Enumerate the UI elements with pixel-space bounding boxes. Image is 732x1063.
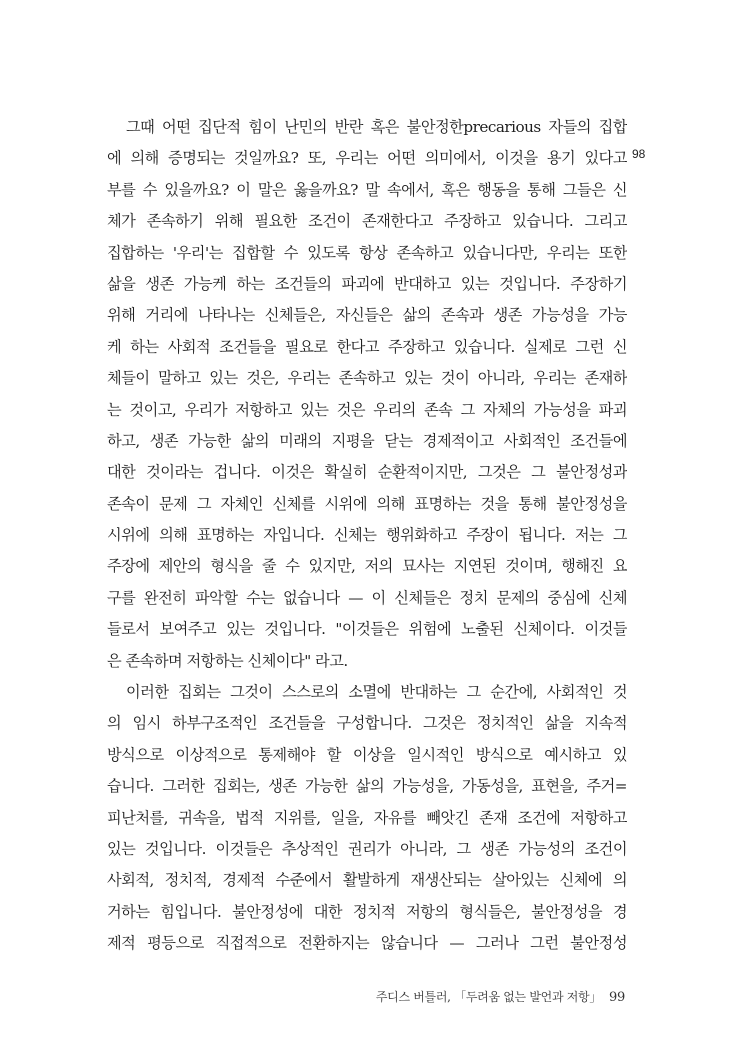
paragraph-line: 구를 완전히 파악할 수는 없습니다 — 이 신체들은 정치 문제의 중심에 신체 [107,588,627,607]
paragraph-line: 하고, 생존 가능한 삶의 미래의 지평을 닫는 경제적이고 사회적인 조건들에 [107,431,627,450]
margin-page-number: 98 [632,147,646,161]
paragraph-line: 대한 것이라는 겁니다. 이것은 확실히 순환적이지만, 그것은 그 불안정성과 [107,463,627,482]
paragraph-line: 제적 평등으로 직접적으로 전환하지는 않습니다 — 그러나 그런 불안정성 [107,934,627,953]
paragraph-line: 사회적, 정치적, 경제적 수준에서 활발하게 재생산되는 살아있는 신체에 의 [107,871,627,890]
running-head: 주디스 버틀러, 「두려움 없는 발언과 저항」 [375,990,602,1004]
paragraph-line: 피난처를, 귀속을, 법적 지위를, 일을, 자유를 빼앗긴 존재 조건에 저항하고 [107,808,627,827]
paragraph-line: 주장에 제안의 형식을 줄 수 있지만, 저의 묘사는 지연된 것이며, 행해진 요 [107,557,627,576]
paragraph-line: 습니다. 그러한 집회는, 생존 가능한 삶의 가능성을, 가동성을, 표현을, 주거= [107,777,627,796]
paragraph-line: 시위에 의해 표명하는 자입니다. 신체는 행위화하고 주장이 됩니다. 저는 그 [107,526,627,545]
paragraph-line: 의 임시 하부구조적인 조건들을 구성합니다. 그것은 정치적인 삶을 지속적 [107,714,627,733]
paragraph-line: 케 하는 사회적 조건들을 필요로 한다고 주장하고 있습니다. 실제로 그런 신 [107,337,627,356]
paragraph-line: 거하는 힘입니다. 불안정성에 대한 정치적 저항의 형식들은, 불안정성을 경 [107,902,627,921]
paragraph-line: 는 것이고, 우리가 저항하고 있는 것은 우리의 존속 그 자체의 가능성을 파괴 [107,400,627,419]
paragraph-line: 은 존속하며 저항하는 신체이다" 라고. [107,651,348,670]
paragraph-line: 삶을 생존 가능케 하는 조건들의 파괴에 반대하고 있는 것입니다. 주장하기 [107,274,627,293]
paragraph-line: 부를 수 있을까요? 이 말은 옳을까요? 말 속에서, 혹은 행동을 통해 그들은 신 [107,180,627,199]
paragraph-line: 위해 거리에 나타나는 신체들은, 자신들은 삶의 존속과 생존 가능성을 가능 [107,306,627,325]
running-footer [376,988,625,1005]
paragraph-line: 그때 어떤 집단적 힘이 난민의 반란 혹은 불안정한precarious 자들의 집합 [126,118,627,136]
paragraph-line: 있는 것입니다. 이것들은 추상적인 권리가 아니라, 그 생존 가능성의 조건이 [107,839,627,858]
page-number: 99 [609,990,625,1005]
paragraph-line: 방식으로 이상적으로 통제해야 할 이상을 일시적인 방식으로 예시하고 있 [107,745,627,764]
paragraph-line: 이러한 집회는 그것이 스스로의 소멸에 반대하는 그 순간에, 사회적인 것 [126,683,627,702]
paragraph-line: 존속이 문제 그 자체인 신체를 시위에 의해 표명하는 것을 통해 불안정성을 [107,494,627,513]
paragraph-line: 에 의해 증명되는 것일까요? 또, 우리는 어떤 의미에서, 이것을 용기 있다고 [107,149,627,168]
body-text [107,112,627,960]
paragraph-line: 집합하는 '우리'는 집합할 수 있도록 항상 존속하고 있습니다만, 우리는 또한 [107,243,627,262]
paragraph-line: 들로서 보여주고 있는 것입니다. "이것들은 위험에 노출된 신체이다. 이것들 [107,620,627,639]
paragraph-line: 체들이 말하고 있는 것은, 우리는 존속하고 있는 것이 아니라, 우리는 존재하 [107,369,627,388]
paragraph-line: 체가 존속하기 위해 필요한 조건이 존재한다고 주장하고 있습니다. 그리고 [107,212,627,231]
